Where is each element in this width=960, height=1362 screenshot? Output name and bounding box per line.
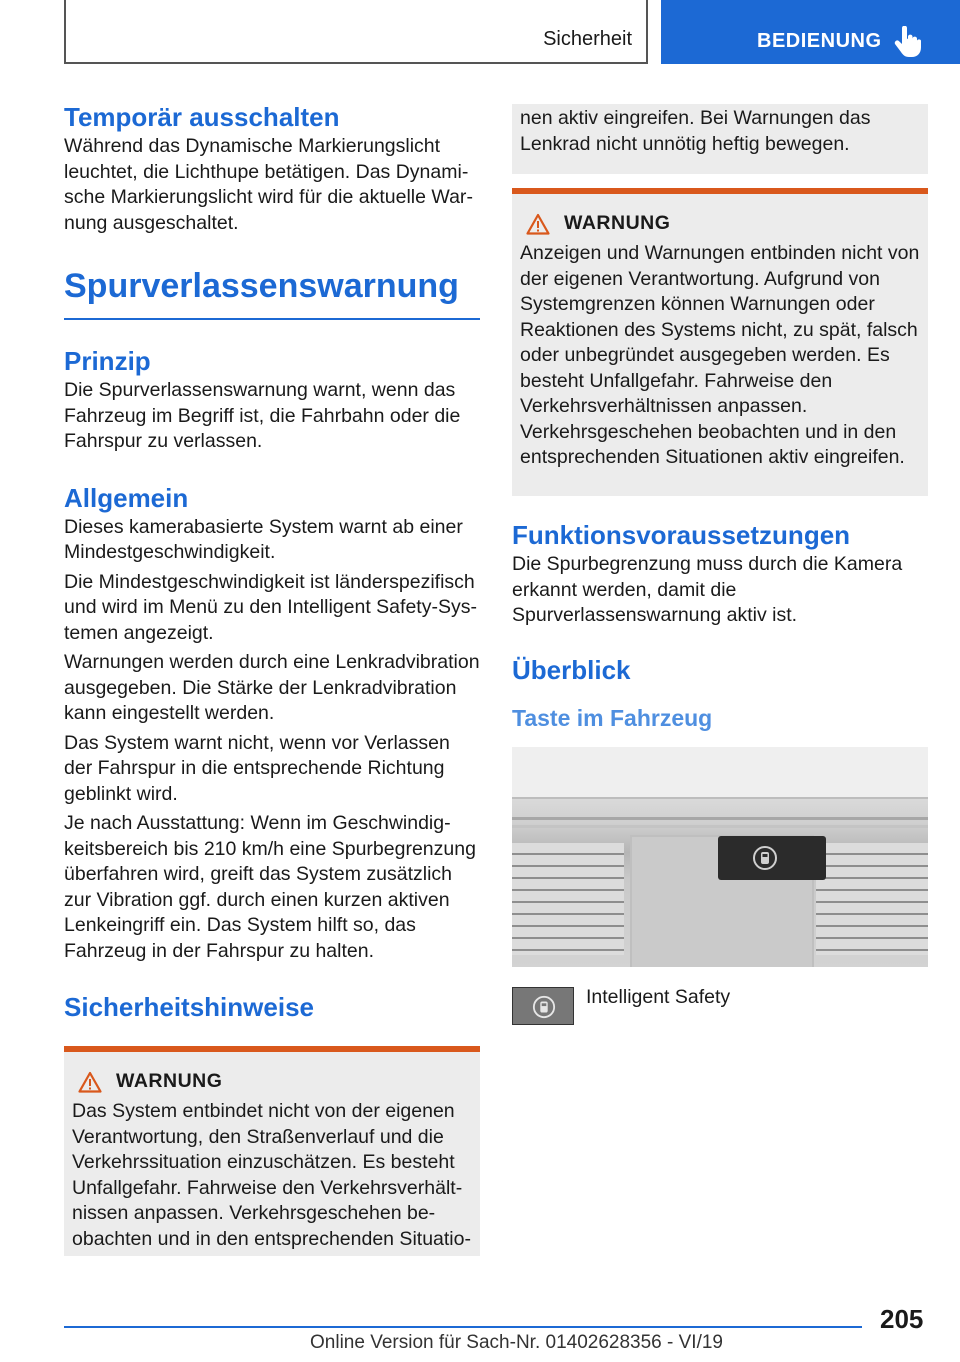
warning-title-row (520, 212, 920, 235)
key-label: Intelligent Safety (586, 985, 731, 1008)
text-allgemein-5: Je nach Ausstattung: Wenn im Geschwindigkeitsbereich bis 210 km/h eine Spurbegrenzung überfahren wird, greift das System zusätzlich zur Vibration ggf. durch einen kurzen aktiven Lenkeingriff ein. Das System hilft so, das Fahrzeug in der Fahrspur zu halten. (64, 812, 476, 962)
key-legend-row (512, 987, 928, 1025)
heading-ueberblick: Überblick (512, 654, 631, 685)
footer-version-text: Online Version für Sach-Nr. 01402628356 - VI/19 (310, 1332, 723, 1353)
hand-pointer-icon (893, 26, 921, 58)
warning-title: WARNUNG (116, 1070, 223, 1092)
warning-triangle-icon (526, 213, 550, 235)
intelligent-safety-icon (752, 845, 778, 871)
heading-rule (64, 318, 480, 320)
text-allgemein-4: Das System warnt nicht, wenn vor Verlassen der Fahrspur in die entsprechende Richtung geblinkt wird. (64, 731, 450, 805)
text-temporaer: Während das Dynamische Markierungslicht leuchtet, die Lichthupe betätigen. Das Dynamische Markierungslicht wird für die aktuelle Warnung ausgeschaltet. (64, 135, 473, 234)
warning-text-continued: nen aktiv eingreifen. Bei Warnungen das Lenkrad nicht unnötig heftig bewegen. (520, 107, 871, 155)
heading-allgemein: Allgemein (64, 482, 189, 513)
warning-text-right: Anzeigen und Warnungen entbinden nicht von der eigenen Verantwortung. Aufgrund von Systemgrenzen können Warnungen oder Reaktionen des Systems nicht, zu spät, falsch oder unbegründet ausgegeben werden. Es besteht Unfallgefahr. Fahrweise den Verkehrsverhältnissen anpassen. Verkehrsgeschehen beobachten und in den entsprechenden Situationen aktiv eingreifen. (520, 242, 920, 468)
text-allgemein-2: Die Mindestgeschwindigkeit ist länderspezifisch und wird im Menü zu den Intelligent Safety-Systemen angezeigt. (64, 570, 477, 644)
heading-taste-im-fahrzeug: Taste im Fahrzeug (512, 704, 713, 731)
text-prinzip: Die Spurverlassenswarnung warnt, wenn das Fahrzeug im Begriff ist, die Fahrbahn oder die Fahrspur zu verlassen. (64, 379, 461, 452)
warning-title-row (72, 1070, 472, 1093)
warning-text-left: Das System entbindet nicht von der eigenen Verantwortung, den Straßenverlauf und die Verkehrssituation einzuschätzen. Es besteht Unfallgefahr. Fahrweise den Verkehrsverhältnissen anpassen. Verkehrsgeschehen beobachten und in den entsprechenden Situatio- (72, 1100, 471, 1250)
header-section-box (64, 0, 648, 64)
photo-air-vent-left (512, 843, 624, 955)
heading-spurverlassenswarnung: Spurverlassenswarnung (64, 267, 459, 305)
warning-triangle-icon (78, 1071, 102, 1093)
photo-stripe (512, 817, 928, 820)
intelligent-safety-icon (532, 995, 556, 1019)
text-allgemein-3: Warnungen werden durch eine Lenkradvibration ausgegeben. Die Stärke der Lenkradvibration kann eingestellt werden. (64, 651, 480, 724)
text-funktionsvoraussetzungen: Die Spurbegrenzung muss durch die Kamera erkannt werden, damit die Spurverlassenswarnung aktiv ist. (512, 553, 903, 626)
intelligent-safety-key (512, 987, 574, 1025)
vehicle-button-photo (512, 747, 928, 967)
warning-box-right (512, 194, 928, 496)
heading-funktionsvoraussetzungen: Funktionsvoraussetzungen (512, 520, 851, 550)
text-allgemein-1: Dieses kamerabasierte System warnt ab einer Mindestgeschwindigkeit. (64, 515, 463, 563)
warning-box-left (64, 1052, 480, 1256)
right-column (512, 104, 928, 1025)
photo-air-vent-right (816, 843, 928, 955)
footer-rule (64, 1326, 862, 1328)
photo-stripe (512, 825, 928, 828)
photo-dashboard-panel (512, 747, 928, 799)
warning-box-continued (512, 104, 928, 174)
left-column (64, 100, 480, 1256)
header-tab-label: BEDIENUNG (757, 30, 882, 52)
header-section-label: Sicherheit (543, 28, 632, 50)
header-chapter-tab[interactable] (661, 0, 960, 64)
warning-title: WARNUNG (564, 212, 671, 234)
heading-sicherheitshinweise: Sicherheitshinweise (64, 992, 314, 1022)
heading-prinzip: Prinzip (64, 346, 151, 376)
heading-temporaer: Temporär ausschalten (64, 102, 340, 132)
page-number: 205 (880, 1304, 924, 1334)
